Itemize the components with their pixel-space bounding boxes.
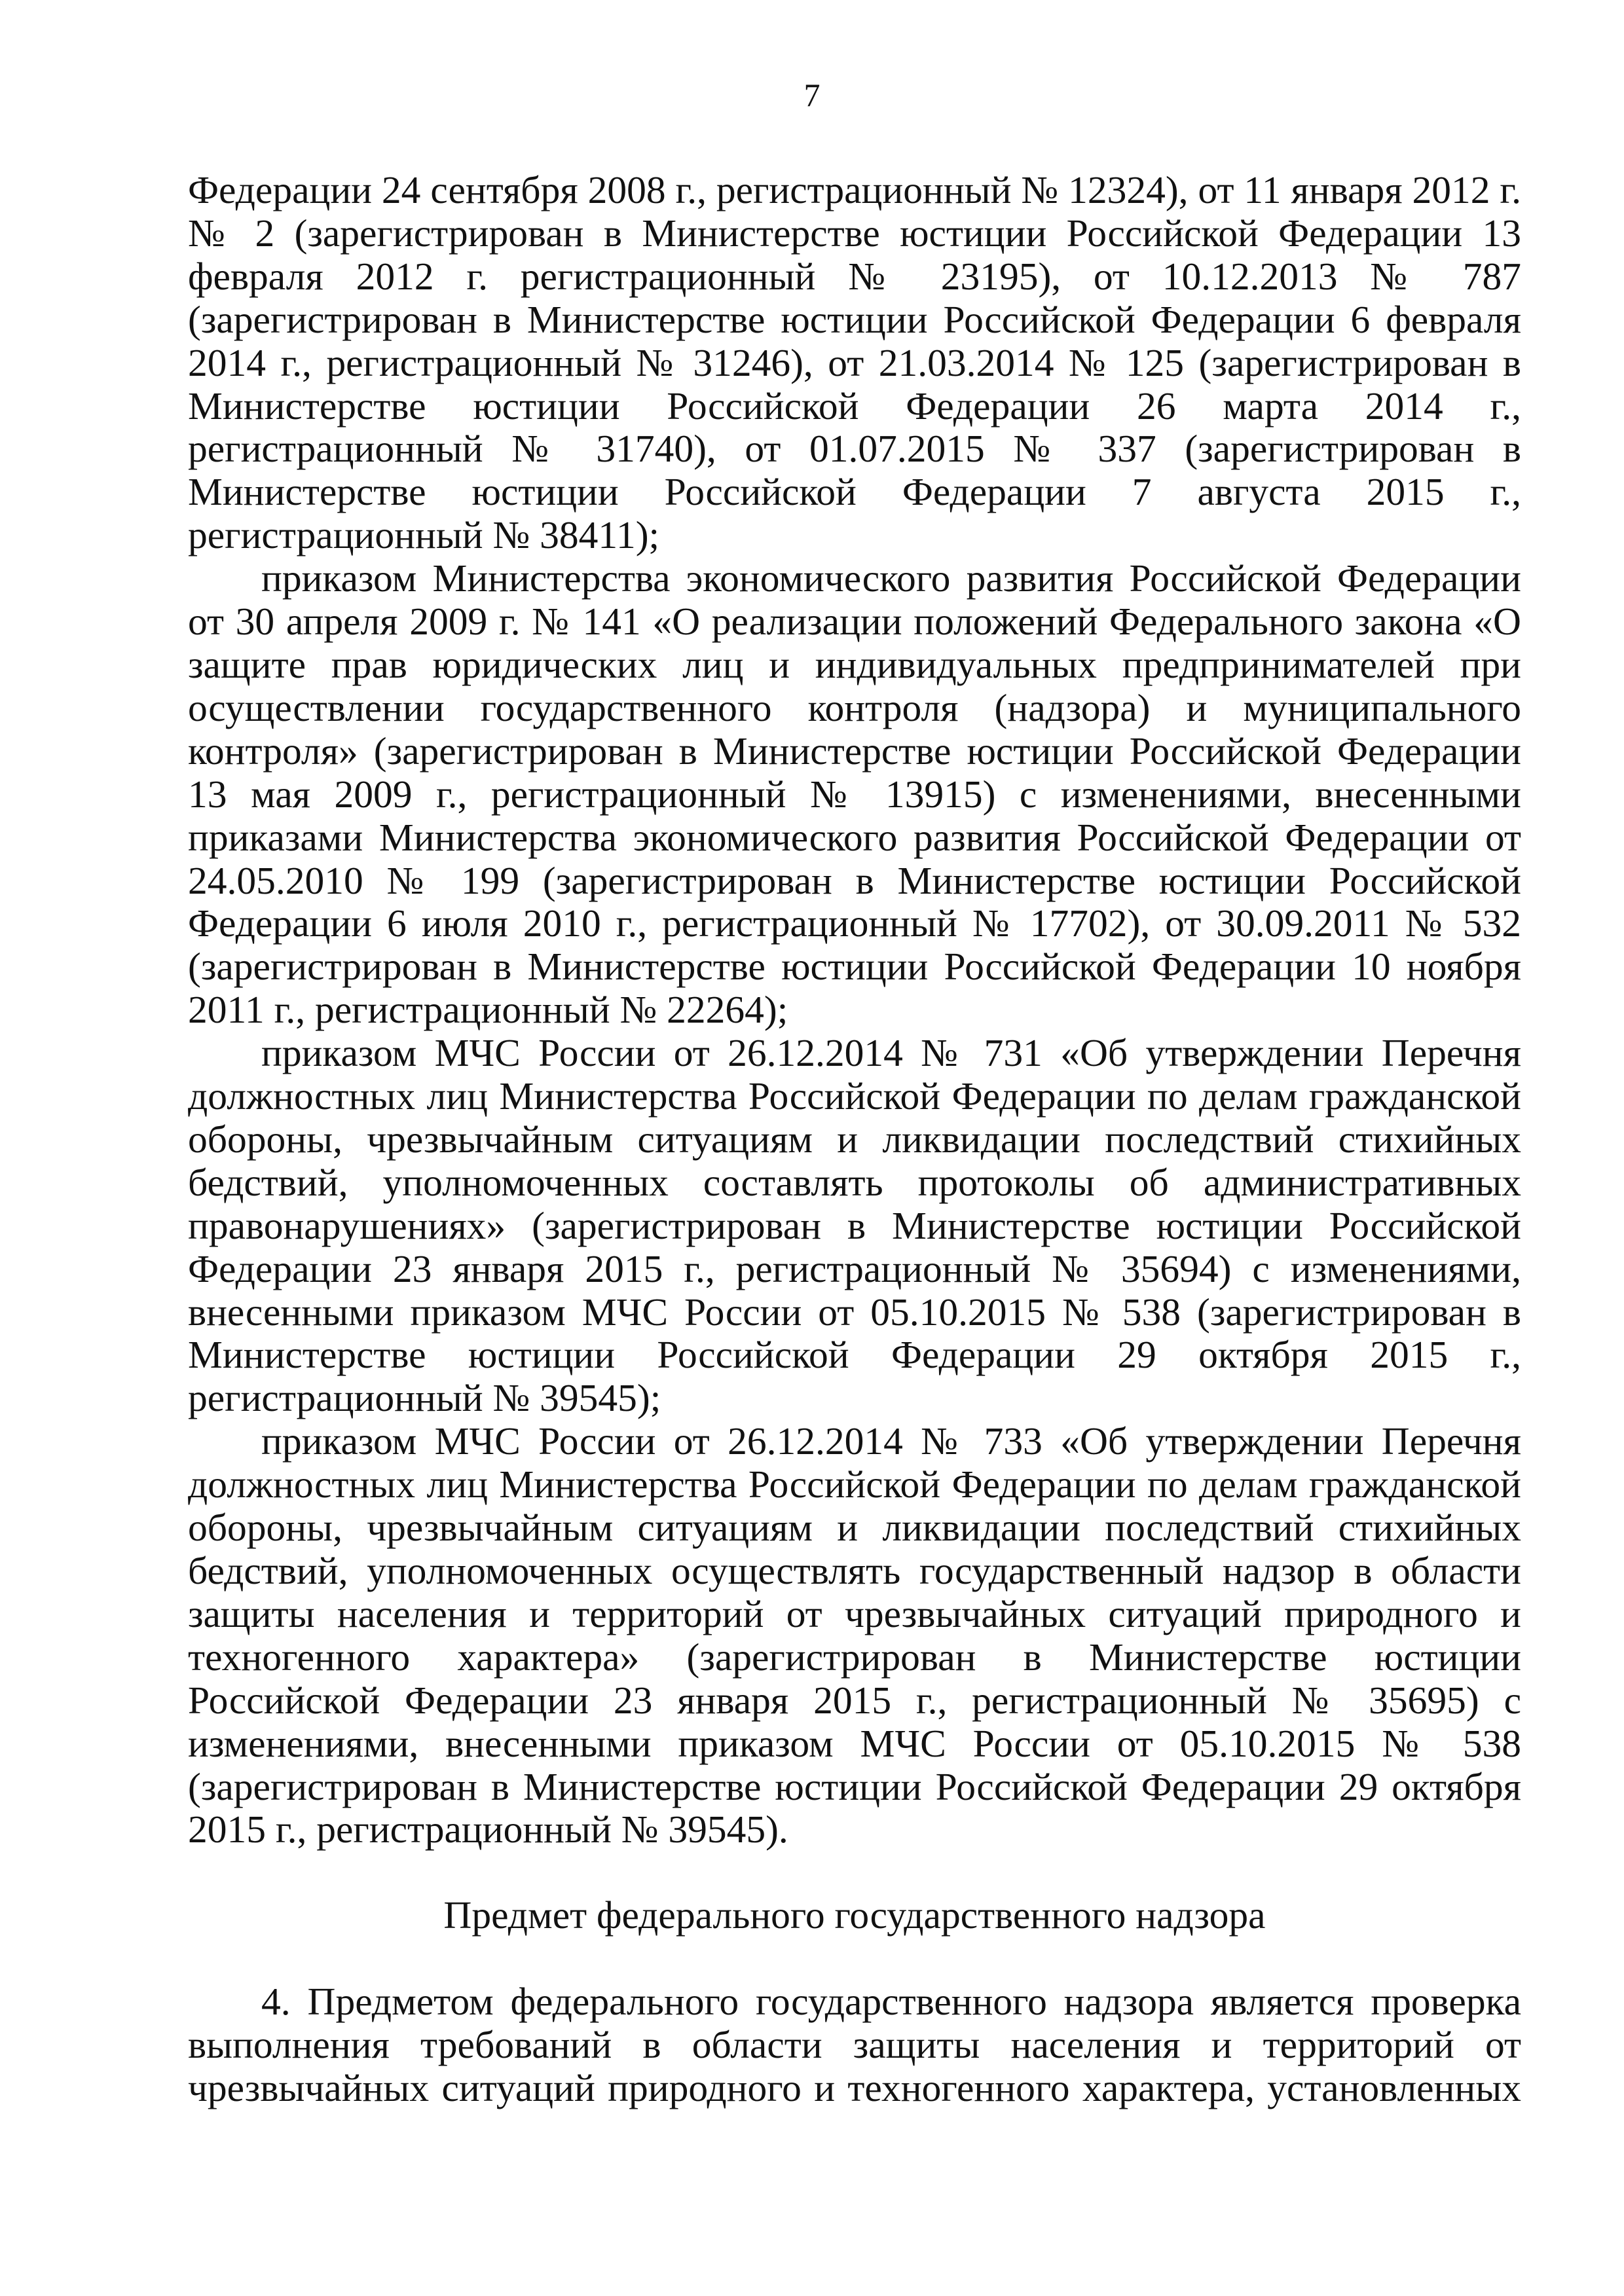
section-heading: Предмет федерального государственного надзора [443,1893,1266,1937]
paragraph-item-4: 4. Предметом федерального государственного надзора является проверка выполнения требований в области защиты населения и территорий от чрезвычайных ситуаций природного и техногенного характера, установленных [188,1980,1521,2110]
paragraph-order-mchs-733: приказом МЧС России от 26.12.2014 № 733 «Об утверждении Перечня должностных лиц Министерства Российской Федерации по делам гражданской обороны, чрезвычайным ситуациям и ликвидации последствий стихийных бедствий, уполномоченных осуществлять государственный надзор в области защиты населения и территорий от чрезвычайных ситуаций природного и техногенного характера» (зарегистрирован в Министерстве юстиции Российской Федерации 23 января 2015 г., регистрационный № 35695) с изменениями, внесенными приказом МЧС России от 05.10.2015 № 538 (зарегистрирован в Министерстве юстиции Российской Федерации 29 октября 2015 г., регистрационный № 39545). [188,1419,1521,1851]
page-number: 7 [803,77,821,113]
paragraph-continuation: Федерации 24 сентября 2008 г., регистрационный № 12324), от 11 января 2012 г. № 2 (зарегистрирован в Министерстве юстиции Российской Федерации 13 февраля 2012 г. регистрационный № 23195), от 10.12.2013 № 787 (зарегистрирован в Министерстве юстиции Российской Федерации 6 февраля 2014 г., регистрационный № 31246), от 21.03.2014 № 125 (зарегистрирован в Министерстве юстиции Российской Федерации 26 марта 2014 г., регистрационный № 31740), от 01.07.2015 № 337 (зарегистрирован в Министерстве юстиции Российской Федерации 7 августа 2015 г., регистрационный № 38411); [188,168,1521,557]
paragraph-order-mchs-731: приказом МЧС России от 26.12.2014 № 731 «Об утверждении Перечня должностных лиц Министерства Российской Федерации по делам гражданской обороны, чрезвычайным ситуациям и ликвидации последствий стихийных бедствий, уполномоченных составлять протоколы об административных правонарушениях» (зарегистрирован в Министерстве юстиции Российской Федерации 23 января 2015 г., регистрационный № 35694) с изменениями, внесенными приказом МЧС России от 05.10.2015 № 538 (зарегистрирован в Министерстве юстиции Российской Федерации 29 октября 2015 г., регистрационный № 39545); [188,1031,1521,1420]
paragraph-order-mineconomrazvitiya: приказом Министерства экономического развития Российской Федерации от 30 апреля 2009 г. № 141 «О реализации положений Федерального закона «О защите прав юридических лиц и индивидуальных предпринимателей при осуществлении государственного контроля (надзора) и муниципального контроля» (зарегистрирован в Министерстве юстиции Российской Федерации 13 мая 2009 г., регистрационный № 13915) с изменениями, внесенными приказами Министерства экономического развития Российской Федерации от 24.05.2010 № 199 (зарегистрирован в Министерстве юстиции Российской Федерации 6 июля 2010 г., регистрационный № 17702), от 30.09.2011 № 532 (зарегистрирован в Министерстве юстиции Российской Федерации 10 ноября 2011 г., регистрационный № 22264); [188,556,1521,1032]
document-body [188,169,1521,2110]
